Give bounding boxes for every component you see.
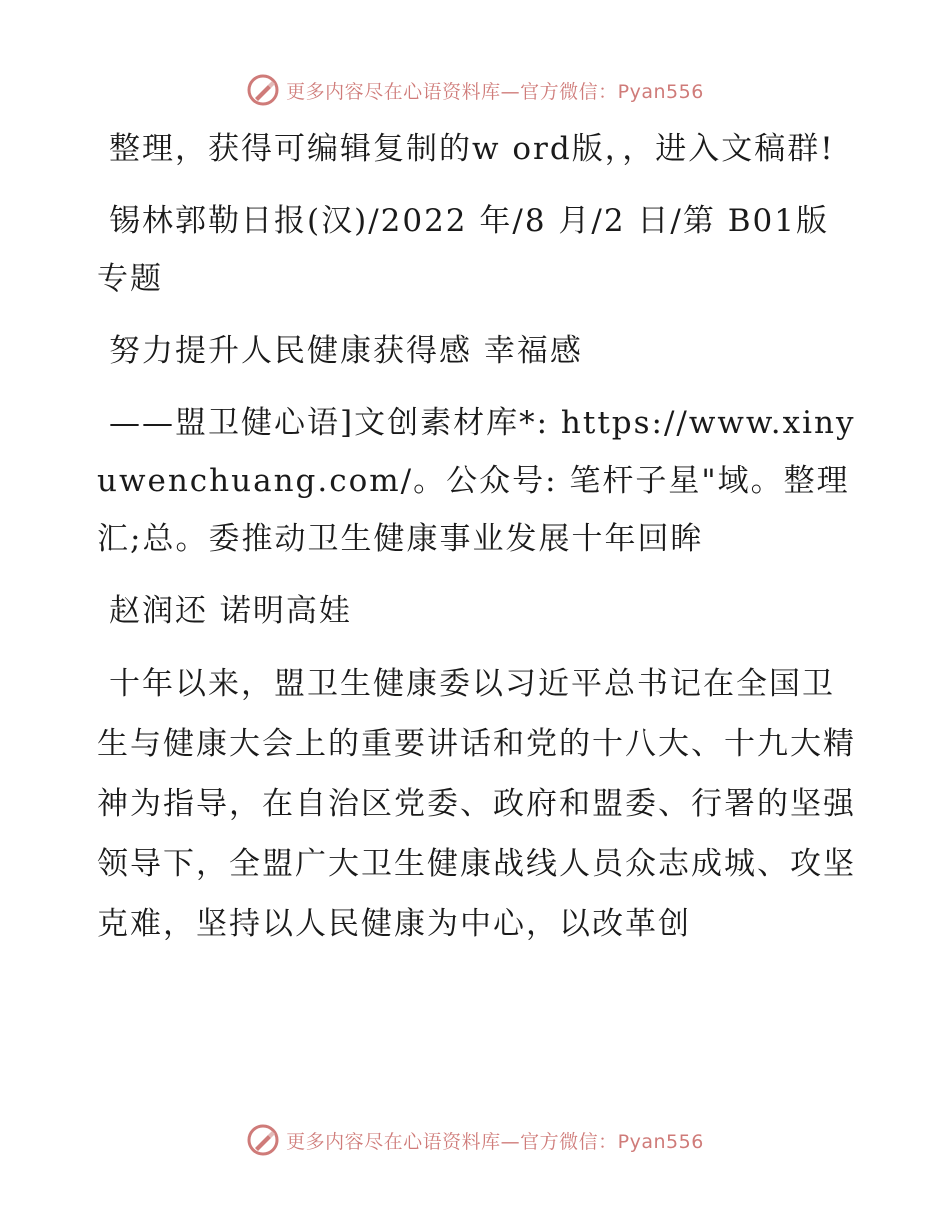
watermark-text: 更多内容尽在心语资料库—官方微信：Pyan556 xyxy=(286,80,704,103)
paragraph-headline: 努力提升人民健康获得感 幸福感 xyxy=(109,333,583,369)
paragraph-authors: 赵润还 诺明高娃 xyxy=(109,593,352,629)
pen-logo-icon xyxy=(246,73,280,107)
document-body xyxy=(97,120,857,968)
pen-logo-icon xyxy=(246,1123,280,1157)
paragraph-source: 锡林郭勒日报(汉)/2022 年/8 月/2 日/第 B01版专题 xyxy=(97,203,829,297)
paragraph-intro: 整理，获得可编辑复制的w ord版，，进入文稿群! xyxy=(109,131,835,167)
watermark-header xyxy=(0,70,950,110)
paragraph-body: 十年以来，盟卫生健康委以习近平总书记在全国卫生与健康大会上的重要讲话和党的十八大、十九大精神为指导，在自治区党委、政府和盟委、行署的坚强领导下，全盟广大卫生健康战线人员众志成城、攻坚克难，坚持以人民健康为中心，以改革创 xyxy=(97,666,856,942)
watermark-text: 更多内容尽在心语资料库—官方微信：Pyan556 xyxy=(286,1130,704,1153)
watermark-footer xyxy=(0,1120,950,1160)
paragraph-subheadline: ——盟卫健心语]文创素材库*: https://www.xinyuwenchuang.com/。公众号: 笔杆子星"域。整理汇;总。委推动卫生健康事业发展十年回眸 xyxy=(97,405,856,557)
